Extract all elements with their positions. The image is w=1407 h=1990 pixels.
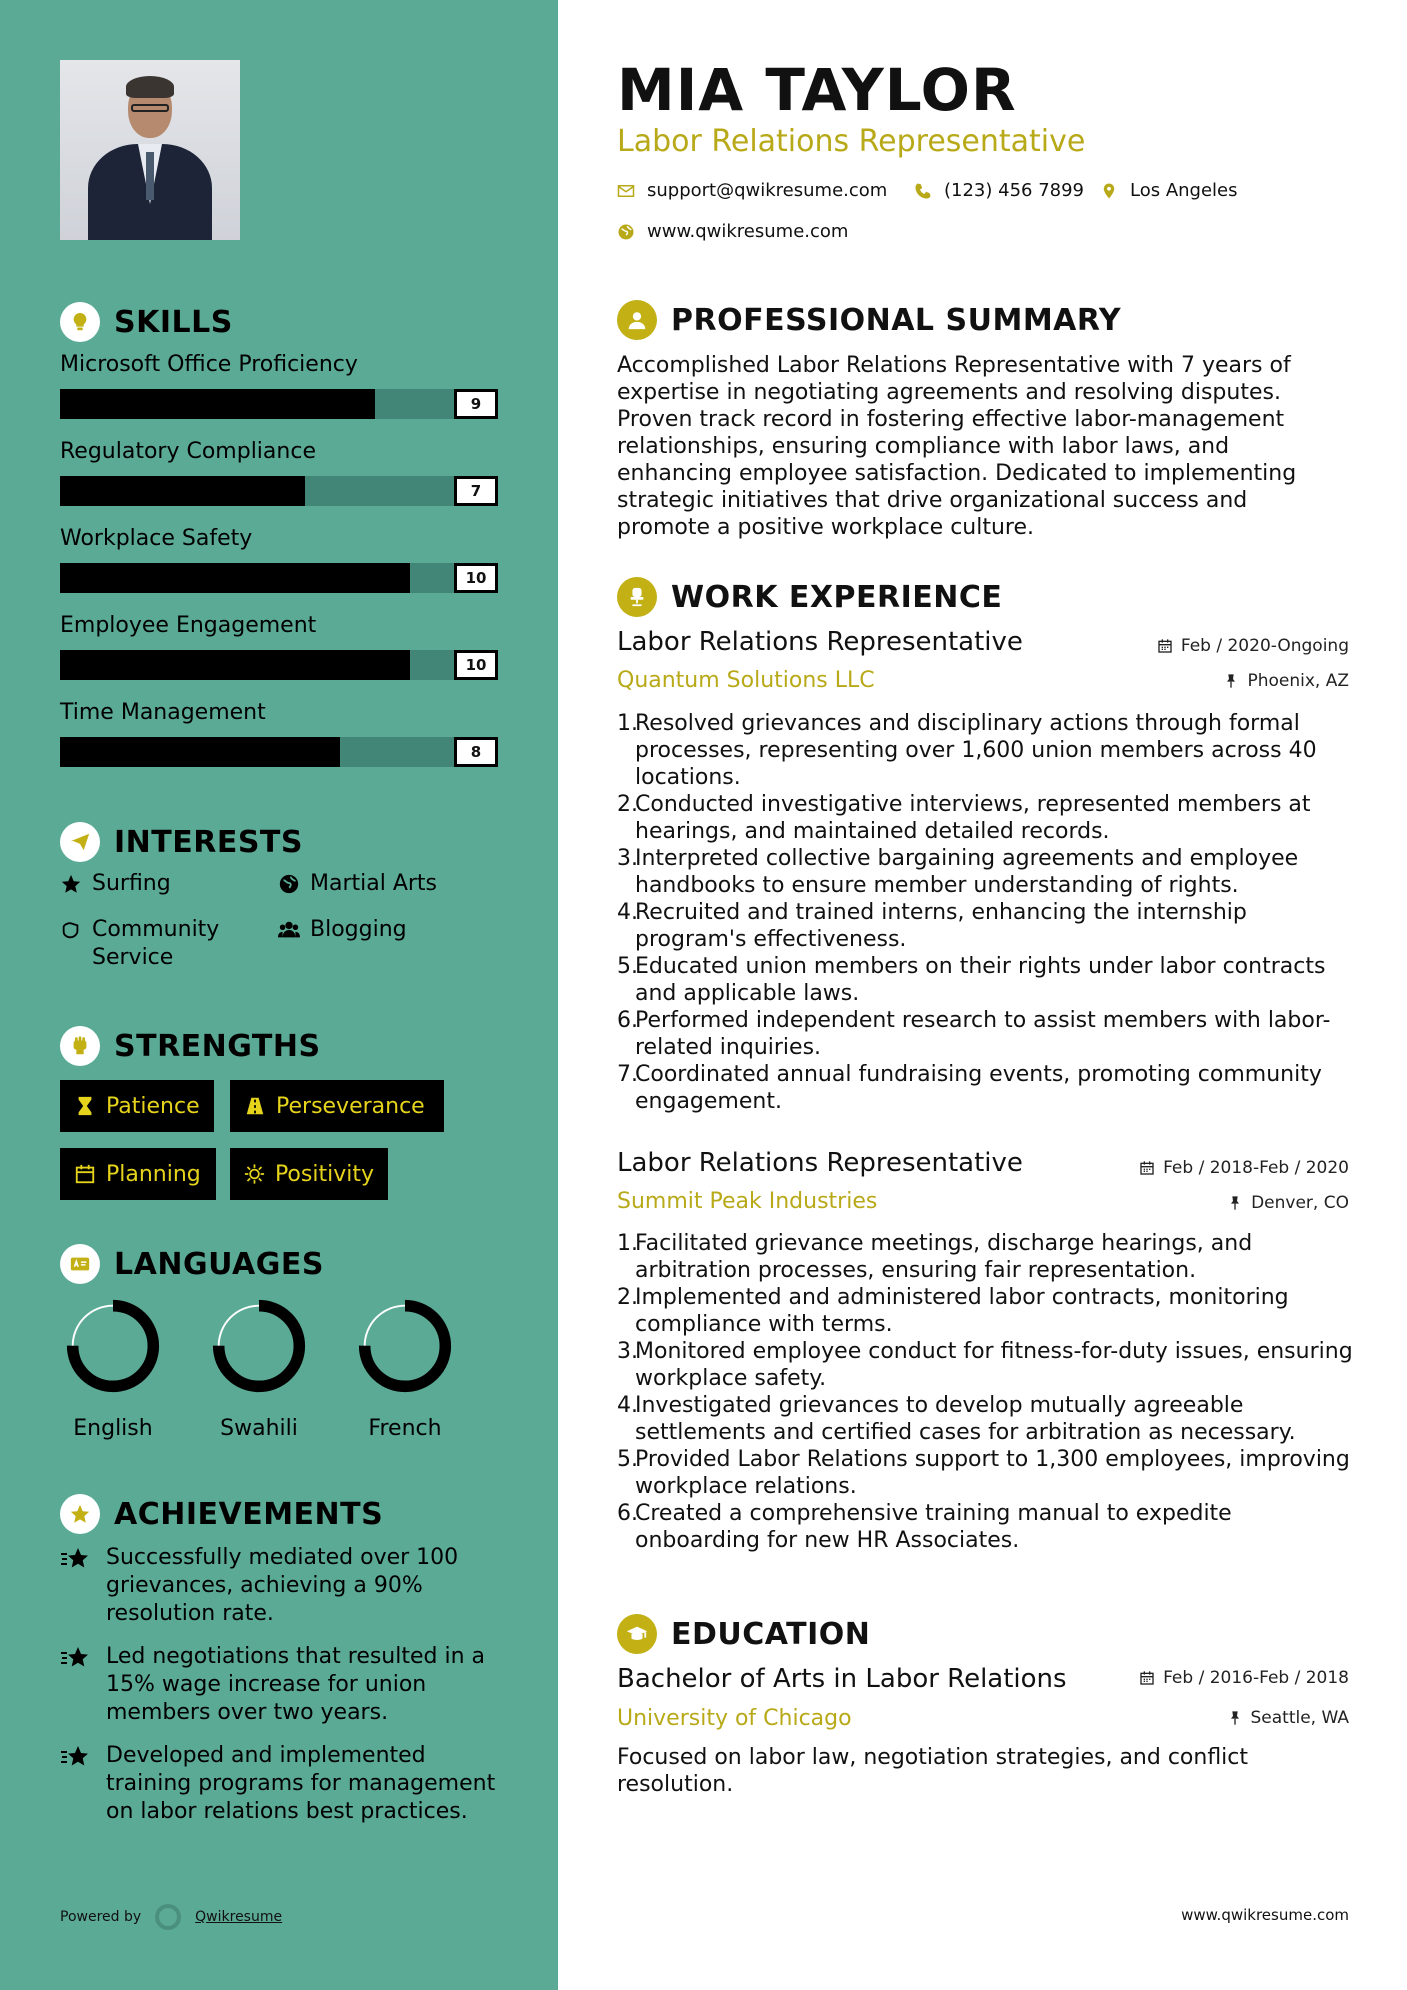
strength-label: Planning [106,1161,201,1187]
skill-name: Regulatory Compliance [60,439,316,464]
contact-website [617,221,848,242]
strength-label: Perseverance [276,1093,425,1119]
language-item [204,1298,314,1441]
achievement-text: Led negotiations that resulted in a 15% wage increase for union members over two years. [106,1644,486,1725]
skills-heading [60,302,233,342]
interest-label: Community Service [92,917,220,970]
skill-bar [60,737,498,767]
fist-icon [60,1026,100,1066]
strength-chip [230,1148,388,1200]
strength-chip [60,1148,216,1200]
candidate-name: MIA TAYLOR [617,56,1017,124]
hand-icon [60,919,82,941]
achievement-item [60,1544,498,1628]
skill-name: Microsoft Office Proficiency [60,352,358,377]
job-location-text: Phoenix, AZ [1247,671,1349,691]
skill-score: 8 [454,737,498,767]
education-location-text: Seattle, WA [1250,1708,1349,1728]
language-item [350,1298,460,1441]
list-item: 1. Facilitated grievance meetings, discharge hearings, and arbitration processes, ensuring fair representation. [617,1231,1253,1283]
achievement-text: Successfully mediated over 100 grievances, achieving a 90% resolution rate. [106,1545,459,1626]
powered-by [60,1904,282,1930]
qwikresume-logo-icon [155,1904,181,1930]
sun-icon [244,1163,265,1185]
interest-item [278,870,437,898]
skill-name: Workplace Safety [60,526,253,551]
phone-text: (123) 456 7899 [944,180,1085,201]
languages-title: LANGUAGES [114,1246,324,1282]
job-location [1227,1193,1349,1213]
road-icon [244,1095,266,1117]
strength-chip [60,1080,214,1132]
skill-item [60,352,498,419]
skills-title: SKILLS [114,304,233,340]
calendar-icon [1139,1160,1155,1176]
skill-name: Time Management [60,700,266,725]
job-bullets [617,710,1357,1115]
job-dates [1157,636,1349,656]
star-burst-icon [60,1645,92,1671]
language-ring [65,1298,161,1394]
qwikresume-link[interactable]: Qwikresume [195,1909,283,1925]
footer-url[interactable]: www.qwikresume.com [1181,1906,1349,1924]
summary-text: Accomplished Labor Relations Representative with 7 years of expertise in negotiating agreements and resolving disputes. Proven track record in fostering effective labor-management relationships, ensuring compliance with labor laws, and enhancing employee satisfaction. Dedicated to implementing strategic initiatives that drive organizational success and promote a positive workplace culture. [617,353,1297,540]
interests-title: INTERESTS [114,824,303,860]
language-name: Swahili [220,1416,298,1441]
map-pin-icon [1100,182,1118,200]
website-text[interactable]: www.qwikresume.com [647,221,849,242]
job-dates-text: Feb / 2020-Ongoing [1180,636,1349,656]
list-item: 5. Educated union members on their rights under labor contracts and applicable laws. [617,954,1326,1006]
interest-item [60,870,171,898]
language-item [58,1298,168,1441]
achievements-title: ACHIEVEMENTS [114,1496,384,1532]
achievement-item [60,1643,498,1727]
profile-photo [60,60,240,240]
list-item: 5. Provided Labor Relations support to 1,300 employees, improving workplace relations. [617,1447,1350,1499]
list-item: 7. Coordinated annual fundraising events, promoting community engagement. [617,1062,1322,1114]
experience-heading [617,577,1002,617]
skill-score: 7 [454,476,498,506]
candidate-role: Labor Relations Representative [617,124,1086,159]
education-heading [617,1614,870,1654]
job-location [1223,671,1349,691]
skill-bar [60,389,498,419]
job-company: Quantum Solutions LLC [617,668,875,693]
summary-heading [617,300,1121,340]
office-chair-icon [617,577,657,617]
list-item: 4. Investigated grievances to develop mutually agreeable settlements and certified cases for arbitration as necessary. [617,1393,1296,1445]
skill-item [60,439,498,506]
powered-by-label: Powered by [60,1909,142,1925]
envelope-icon [617,182,635,200]
interest-label: Surfing [92,871,171,896]
experience-title: WORK EXPERIENCE [671,579,1003,615]
job-title: Labor Relations Representative [617,1148,1023,1178]
skill-score: 9 [454,389,498,419]
hourglass-icon [74,1095,96,1117]
contact-email [617,180,887,201]
calendar-icon [1139,1670,1155,1686]
location-text: Los Angeles [1130,180,1238,201]
interest-item [60,916,260,972]
strength-chip [230,1080,444,1132]
contact-phone [914,180,1084,201]
star-burst-icon [60,1546,92,1572]
job-company: Summit Peak Industries [617,1189,878,1214]
list-item: 6. Performed independent research to assist members with labor-related inquiries. [617,1008,1331,1060]
language-card-icon [60,1244,100,1284]
skill-score: 10 [454,650,498,680]
pushpin-icon [1227,1195,1243,1211]
list-item: 2. Implemented and administered labor contracts, monitoring compliance with terms. [617,1285,1289,1337]
skill-item [60,700,498,767]
education-dates [1139,1668,1349,1688]
strengths-title: STRENGTHS [114,1028,321,1064]
summary-title: PROFESSIONAL SUMMARY [671,302,1122,338]
language-ring [211,1298,307,1394]
star-burst-icon [60,1744,92,1770]
list-item: 4. Recruited and trained interns, enhancing the internship program's effectiveness. [617,900,1247,952]
skill-bar [60,650,498,680]
user-icon [617,300,657,340]
skill-score: 10 [454,563,498,593]
interests-heading [60,822,303,862]
list-item: 3. Monitored employee conduct for fitness-for-duty issues, ensuring workplace safety. [617,1339,1353,1391]
pushpin-icon [1223,673,1239,689]
achievements-heading [60,1494,383,1534]
education-description: Focused on labor law, negotiation strategies, and conflict resolution. [617,1745,1249,1797]
skill-item [60,526,498,593]
interest-item [278,916,407,944]
achievement-text: Developed and implemented training programs for management on labor relations best practices. [106,1743,496,1824]
skill-item [60,613,498,680]
job-title: Labor Relations Representative [617,627,1023,657]
lightbulb-icon [60,302,100,342]
list-item: 2. Conducted investigative interviews, represented members at hearings, and maintained detailed records. [617,792,1311,844]
languages-heading [60,1244,324,1284]
paper-plane-icon [60,822,100,862]
language-name: English [73,1416,153,1441]
language-ring [357,1298,453,1394]
strength-label: Patience [106,1093,200,1119]
job-bullets [617,1230,1357,1554]
school-name: University of Chicago [617,1706,852,1731]
phone-icon [914,182,932,200]
job-dates-text: Feb / 2018-Feb / 2020 [1163,1158,1349,1178]
job-dates [1139,1158,1349,1178]
email-text[interactable]: support@qwikresume.com [647,180,888,201]
job-location-text: Denver, CO [1251,1193,1349,1213]
graduation-cap-icon [617,1614,657,1654]
globe-icon [617,223,635,241]
list-item: 1. Resolved grievances and disciplinary actions through formal processes, representing over 1,600 union members across 40 locations. [617,711,1317,790]
strength-label: Positivity [274,1161,374,1187]
degree-title: Bachelor of Arts in Labor Relations [617,1664,1067,1694]
star-badge-icon [60,1494,100,1534]
skill-bar [60,563,498,593]
pushpin-icon [1227,1710,1243,1726]
interest-label: Blogging [310,917,407,942]
education-title: EDUCATION [671,1616,871,1652]
globe-icon [278,873,300,895]
education-location [1227,1708,1350,1728]
strengths-heading [60,1026,321,1066]
achievement-item [60,1742,498,1826]
skill-bar [60,476,498,506]
skill-name: Employee Engagement [60,613,317,638]
contact-location [1100,180,1238,201]
star-icon [60,873,82,895]
list-item: 3. Interpreted collective bargaining agreements and employee handbooks to ensure member understanding of rights. [617,846,1299,898]
users-icon [278,919,300,941]
calendar-icon [1157,638,1173,654]
language-name: French [368,1416,442,1441]
education-dates-text: Feb / 2016-Feb / 2018 [1163,1668,1349,1688]
calendar-icon [74,1163,96,1185]
interest-label: Martial Arts [310,871,438,896]
list-item: 6. Created a comprehensive training manual to expedite onboarding for new HR Associates. [617,1501,1232,1553]
